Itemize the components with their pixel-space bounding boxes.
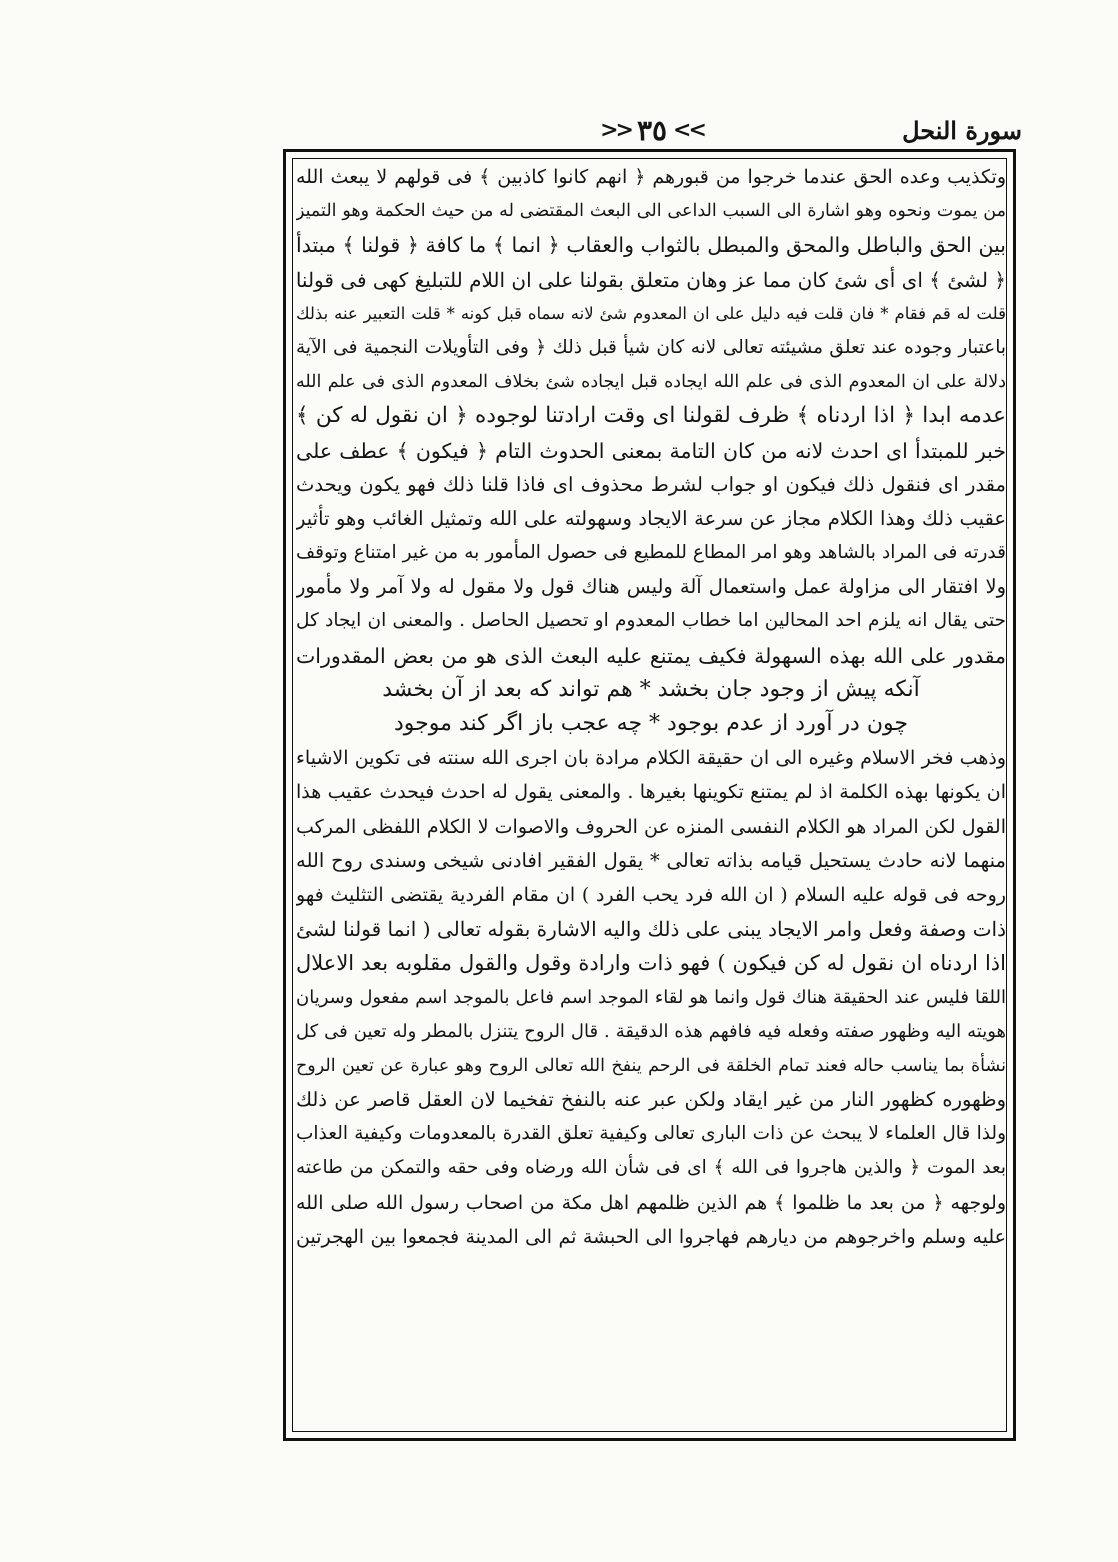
text-line: القول لكن المراد هو الكلام النفسى المنزه عن الحروف والاصوات لا الكلام اللفظى المركب <box>296 815 1006 838</box>
text-line: مقدر اى فنقول ذلك فيكون او جواب لشرط محذوف اى فاذا قلنا ذلك فهو يكون ويحدث <box>296 472 1006 496</box>
text-line: ذات وصفة وفعل وامر الايجاد يبنى على ذلك واليه الاشارة بقوله تعالى ( انما قولنا لشئ <box>296 917 1006 942</box>
text-line: من يموت ونحوه وهو اشارة الى السبب الداعى الى البعث المقتضى له من حيث الحكمة وهو التميز <box>296 201 1006 222</box>
text-line: عليه وسلم واخرجوهم من ديارهم فهاجروا الى الحبشة ثم الى المدينة فجمعوا بين الهجرتين <box>296 1225 1006 1248</box>
text-line: اللقا فليس عند الحقيقة هناك قول وانما هو لقاء الموجد اسم فاعل بالموجد اسم مفعول وسريان <box>296 986 1006 1008</box>
body-text <box>296 160 1006 1254</box>
text-line: ﴿ لشئ ﴾ اى أى شئ كان مما عز وهان متعلق بقولنا على ان اللام للتبليغ كهى فى قولنا <box>296 267 1006 292</box>
poem-line: چون در آورد از عدم بوجود * چه عجب باز اگر كند موجود <box>394 711 908 736</box>
text-line: نشأة بما يناسب حاله فعند تمام الخلقة فى الرحم ينفخ الله تعالى الروح وهو عبارة عن تعين الروح <box>296 1055 1006 1076</box>
text-line: منهما لانه حادث يستحيل قيامه بذاته تعالى * يقول الفقير افادنى شيخى وسندى روح الله <box>296 848 1006 872</box>
text-line: هويته اليه وظهور صفته وفعله فيه فافهم هذه الدقيقة . قال الروح يتنزل بالمطر وله تعين فى كل <box>296 1020 1006 1042</box>
text-line: قلت له قم فقام * فان قلت فيه دليل على ان المعدوم شئ لانه سماه قبل كونه * قلت التعبير عنه بذلك <box>296 303 1006 323</box>
text-line: بين الحق والباطل والمحق والمبطل بالثواب والعقاب ﴿ انما ﴾ ما كافة ﴿ قولنا ﴾ مبتدأ <box>296 233 1006 258</box>
text-line: ولا افتقار الى مزاولة عمل واستعمال آلة وليس هناك قول ولا مقول له ولا آمر ولا مأمور <box>296 575 1006 599</box>
text-line: خبر للمبتدأ اى احدث لانه من كان التامة بمعنى الحدوث التام ﴿ فيكون ﴾ عطف على <box>296 438 1006 463</box>
text-line: مقدور على الله بهذه السهولة فكيف يمتنع عليه البعث الذى هو من بعض المقدورات <box>296 643 1006 668</box>
page-header <box>282 112 1022 148</box>
text-line: وذهب فخر الاسلام وغيره الى ان حقيقة الكلام مرادة بان اجرى الله سنته فى تكوين الاشياء <box>296 747 1006 770</box>
text-line: ان يكونها بهذه الكلمة اذ لم يمتنع تكوينها بغيرها . والمعنى يقول له احدث فيحدث عقيب هذا <box>296 781 1006 804</box>
text-line: دلالة على ان المعدوم الذى فى علم الله ايجاده قبل ايجاده شئ بخلاف المعدوم الذى فى علم الله <box>296 372 1006 393</box>
text-line: ولوجهه ﴿ من بعد ما ظلموا ﴾ هم الذين ظلمهم اهل مكة من اصحاب رسول الله صلى الله <box>296 1191 1006 1214</box>
text-line: باعتبار وجوده عند تعلق مشيئته تعالى لانه كان شيأ قبل ذلك ﴿ وفى التأويلات النجمية فى الآية <box>296 336 1006 358</box>
text-line: عقيب ذلك وهذا الكلام مجاز عن سرعة الايجاد وسهولته على الله وتمثيل الغائب وهو تأثير <box>296 506 1006 530</box>
text-line: عدمه ابدا ﴿ اذا اردناه ﴾ ظرف لقولنا اى وقت ارادتنا لوجوده ﴿ ان نقول له كن ﴾ <box>296 403 1006 429</box>
text-line: اذا اردناه ان نقول له كن فيكون ) فهو ذات وارادة وقول والقول مقلوبه بعد الاعلال <box>296 951 1006 976</box>
text-line: بعد الموت ﴿ والذين هاجروا فى الله ﴾ اى فى شأن الله ورضاه وفى حقه والتمكن من طاعته <box>296 1157 1006 1179</box>
surah-title: سورة النحل <box>902 116 1022 145</box>
text-line: قدرته فى المراد بالشاهد وهو امر المطاع للمطيع فى حصول المأمور به من غير امتناع وتوقف <box>296 542 1006 564</box>
text-line: حتى يقال انه يلزم احد المحالين اما خطاب المعدوم او تحصيل الحاصل . والمعنى ان ايجاد كل <box>296 610 1006 632</box>
poem-line: آنكه پيش از وجود جان بخشد * هم تواند كه بعد از آن بخشد <box>382 676 920 702</box>
text-line: ولذا قال العلماء لا يبحث عن ذات البارى تعالى وكيفية تعلق القدرة بالمعدومات وكيفية العذاب <box>296 1123 1006 1145</box>
ornament-right-icon: << <box>673 117 704 143</box>
page-number-group <box>582 112 722 148</box>
text-line: وتكذيب وعده الحق عندما خرجوا من قبورهم ﴿ انهم كانوا كاذبين ﴾ فى قولهم لا يبعث الله <box>296 166 1006 188</box>
page-number: ٣٥ <box>636 113 668 147</box>
text-line: وظهوره كظهور النار من غير ايقاد ولكن عبر عنه بالنفخ تفخيما لان العقل قاصر عن ذلك <box>296 1088 1006 1112</box>
ornament-left-icon: >> <box>600 117 631 143</box>
text-line: روحه فى قوله عليه السلام ( ان الله فرد يحب الفرد ) ان مقام الفردية يقتضى التثليث فهو <box>296 883 1006 906</box>
